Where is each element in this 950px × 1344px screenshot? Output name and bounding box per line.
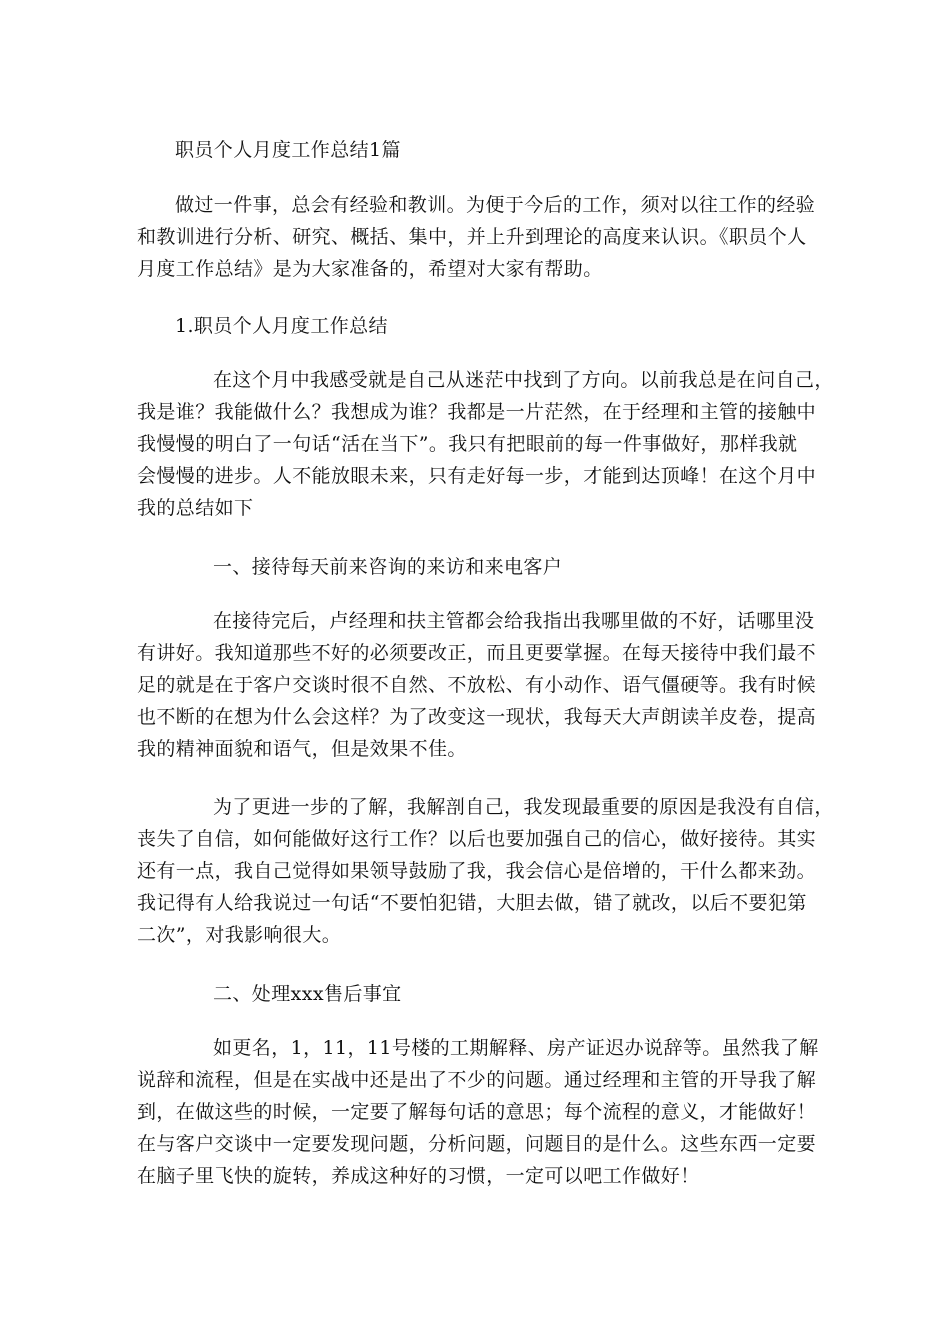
paragraph-line: 我的精神面貌和语气，但是效果不佳。 <box>137 738 467 760</box>
paragraph-line: 也不断的在想为什么会这样？为了改变这一现状，我每天大声朗读羊皮卷，提高 <box>137 706 817 728</box>
subheading-one: 一、接待每天前来咨询的来访和来电客户 <box>213 556 563 578</box>
paragraph-line: 足的就是在于客户交谈时很不自然、不放松、有小动作、语气僵硬等。我有时候 <box>137 674 817 696</box>
section-heading: 1.职员个人月度工作总结 <box>175 315 388 337</box>
subheading-two: 二、处理xxx售后事宜 <box>213 983 402 1005</box>
paragraph-line: 说辞和流程，但是在实战中还是出了不少的问题。通过经理和主管的开导我了解 <box>137 1069 817 1091</box>
paragraph-line: 会慢慢的进步。人不能放眼未来，只有走好每一步，才能到达顶峰！在这个月中 <box>137 465 817 487</box>
document-title: 职员个人月度工作总结1篇 <box>175 139 401 161</box>
paragraph-line: 还有一点，我自己觉得如果领导鼓励了我，我会信心是倍增的，干什么都来劲。 <box>137 860 817 882</box>
paragraph-line: 在与客户交谈中一定要发现问题，分析问题，问题目的是什么。这些东西一定要 <box>137 1133 817 1155</box>
paragraph-line: 有讲好。我知道那些不好的必须要改正，而且更要掌握。在每天接待中我们最不 <box>137 642 817 664</box>
paragraph-line: 在脑子里飞快的旋转，养成这种好的习惯，一定可以吧工作做好！ <box>137 1165 700 1187</box>
paragraph-line: 到，在做这些的时候，一定要了解每句话的意思；每个流程的意义，才能做好！ <box>137 1101 817 1123</box>
paragraph-line: 为了更进一步的了解，我解剖自己，我发现最重要的原因是我没有自信， <box>213 796 834 818</box>
paragraph-line: 二次”，对我影响很大。 <box>137 924 342 946</box>
paragraph-line: 如更名，1，11，11号楼的工期解释、房产证迟办说辞等。虽然我了解 <box>213 1037 819 1059</box>
paragraph-line: 在这个月中我感受就是自己从迷茫中找到了方向。以前我总是在问自己， <box>213 369 834 391</box>
intro-line: 和教训进行分析、研究、概括、集中，并上升到理论的高度来认识。《职员个人 <box>137 226 807 248</box>
paragraph-line: 在接待完后，卢经理和扶主管都会给我指出我哪里做的不好，话哪里没 <box>213 610 815 632</box>
paragraph-line: 我是谁？我能做什么？我想成为谁？我都是一片茫然，在于经理和主管的接触中 <box>137 401 817 423</box>
paragraph-line: 丧失了自信，如何能做好这行工作？以后也要加强自己的信心，做好接待。其实 <box>137 828 817 850</box>
intro-line: 月度工作总结》是为大家准备的，希望对大家有帮助。 <box>137 258 603 280</box>
paragraph-line: 我记得有人给我说过一句话“不要怕犯错，大胆去做，错了就改，以后不要犯第 <box>137 892 807 914</box>
paragraph-line: 我慢慢的明白了一句话“活在当下”。我只有把眼前的每一件事做好，那样我就 <box>137 433 798 455</box>
paragraph-line: 我的总结如下 <box>137 497 254 519</box>
intro-line: 做过一件事，总会有经验和教训。为便于今后的工作，须对以往工作的经验 <box>175 194 816 216</box>
